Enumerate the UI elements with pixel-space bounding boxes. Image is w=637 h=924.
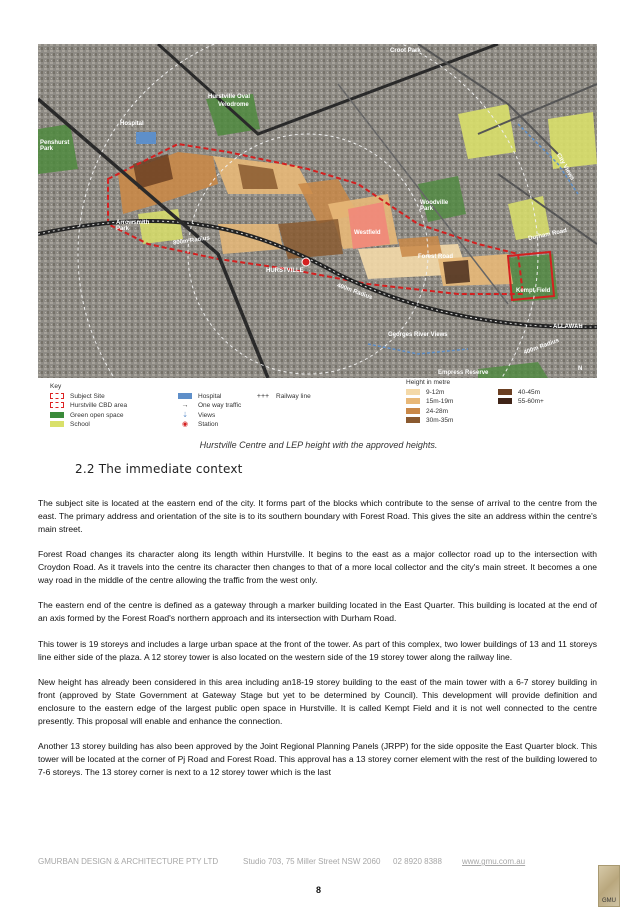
- views-icon: ⇣: [182, 411, 188, 419]
- cbd-area-swatch: [50, 402, 64, 408]
- map-label-city-views: City Views: [554, 152, 576, 182]
- railway-icon: +++: [256, 392, 270, 400]
- legend-height-6: 55-60m+: [498, 397, 544, 407]
- map-label-westfield: Westfield: [354, 230, 381, 236]
- legend-key-title: Key: [50, 383, 62, 390]
- footer-website-link[interactable]: www.gmu.com.au: [462, 857, 526, 866]
- green-space-swatch: [50, 412, 64, 418]
- paragraph: This tower is 19 storeys and includes a large urban space at the front of the tower. As part of this complex, two lower buildings of 13 and 11 storeys line either side of the plaza. A 12 storey tower is also located on the western side of the 19 storey tower along the railway line.: [38, 638, 597, 662]
- map-label-woodville-park: Woodville Park: [420, 200, 449, 212]
- map-label-radius-800: 800m Radius: [172, 235, 211, 247]
- height-swatch: [498, 389, 512, 395]
- height-swatch: [406, 398, 420, 404]
- legend-item-subject-site: Subject Site: [50, 392, 127, 402]
- map-label-penshurst-park: Penshurst Park: [40, 140, 70, 152]
- school-swatch: [50, 421, 64, 427]
- paragraph: The eastern end of the centre is defined as a gateway through a marker building located in the East Quarter. This building is located at the end of an axis formed by the Forest Road's northern approach and its intersection with Durham Road.: [38, 600, 597, 624]
- paragraph: New height has already been considered in this area including an18-19 storey building to the east of the main tower with a 6-7 storey building in front (approved by State Government at Gateway Stage but yet to be determined by Council). This development will provide definition and enclosure to the eastern edge of the largest public open space in Hurstville. It is called Kempt Field and it is not well connected to the centre presently. This proposal will enable and enhance the connection.: [38, 677, 597, 726]
- footer-address: Studio 703, 75 Miller Street NSW 2060: [243, 857, 381, 866]
- height-swatch: [498, 398, 512, 404]
- legend-height-3: 24-28m: [406, 407, 453, 417]
- north-arrow-icon: N: [578, 366, 583, 372]
- map-label-kempt-field: Kempt Field: [516, 288, 551, 294]
- map-label-durham-road: Durham Road: [527, 227, 568, 243]
- legend-item-green-space: Green open space: [50, 411, 127, 421]
- map-label-arrowsmith-park: Arrowsmith Park: [116, 220, 150, 232]
- footer-phone: 02 8920 8388: [393, 857, 442, 866]
- section-heading: 2.2 The immediate context: [75, 462, 243, 476]
- site-context-map: [38, 44, 597, 378]
- map-label-forest-road: Forest Road: [418, 254, 454, 260]
- legend-height-5: 40-45m: [498, 388, 544, 398]
- legend-item-station: ◉ Station: [178, 420, 241, 430]
- map-label-hospital: Hospital: [120, 121, 144, 127]
- map-label-empress-reserve: Empress Reserve: [438, 370, 489, 376]
- map-label-velodrome: Velodrome: [218, 102, 249, 108]
- legend-item-one-way: → One way traffic: [178, 401, 241, 411]
- gmu-logo: GMU: [598, 865, 620, 907]
- height-swatch: [406, 389, 420, 395]
- paragraph: The subject site is located at the eastern end of the city. It forms part of the blocks which contribute to the sense of arrival to the centre from the east. The primary address and orientation of the site is to its southern boundary with Forest Road. This gives the site an address within the centre's main street.: [38, 498, 597, 534]
- height-swatch: [406, 417, 420, 423]
- footer-company: GMURBAN DESIGN & ARCHITECTURE PTY LTD: [38, 857, 219, 866]
- legend-item-school: School: [50, 420, 127, 430]
- map-legend: [38, 378, 597, 438]
- map-label-allawah: ALLAWAH: [553, 324, 583, 330]
- map-label-georges-river-views: Georges River Views: [388, 332, 448, 338]
- paragraph: Forest Road changes its character along its length within Hurstville. It begins to the east as a major collector road up to the intersection with Croydon Road. As it travels into the centre its character then changes to that of a more local collector and the city's main street. It becomes a one way road in the middle of the centre allowing the traffic from the west only.: [38, 549, 597, 585]
- figure-caption: Hurstville Centre and LEP height with the approved heights.: [199, 440, 438, 450]
- legend-height-title: Height in metre: [406, 379, 451, 386]
- legend-item-cbd-area: Hurstville CBD area: [50, 401, 127, 411]
- map-label-hurstville-oval: Hurstville Oval: [208, 94, 251, 100]
- body-text: [38, 497, 597, 791]
- hospital-swatch: [178, 393, 192, 399]
- legend-item-railway: +++ Railway line: [256, 392, 311, 400]
- legend-height-4: 30m-35m: [406, 416, 453, 426]
- map-label-radius-400: 400m Radius: [336, 282, 373, 302]
- map-label-radius-400b: 400m Radius: [523, 337, 560, 357]
- legend-item-views: ⇣ Views: [178, 411, 241, 421]
- arrow-right-icon: →: [181, 402, 189, 409]
- station-icon: ◉: [181, 421, 189, 428]
- legend-item-hospital: Hospital: [178, 392, 241, 402]
- subject-site-swatch: [50, 393, 64, 399]
- height-swatch: [406, 408, 420, 414]
- map-label-hurstville: HURSTVILLE: [266, 268, 304, 274]
- map-label-croot-park: Croot Park: [390, 48, 421, 54]
- page-number: 8: [315, 885, 321, 895]
- legend-height-1: 9-12m: [406, 388, 453, 398]
- legend-height-2: 15m-19m: [406, 397, 453, 407]
- paragraph: Another 13 storey building has also been approved by the Joint Regional Planning Panels (JRPP) for the side opposite the East Quarter block. This tower will be located at the corner of Pj Road and Forest Road. This approval has a 13 storey corner element with the rest of the building lowered to 7-6 storeys. The 13 storey corner is next to a 12 storey tower which is the last: [38, 741, 597, 777]
